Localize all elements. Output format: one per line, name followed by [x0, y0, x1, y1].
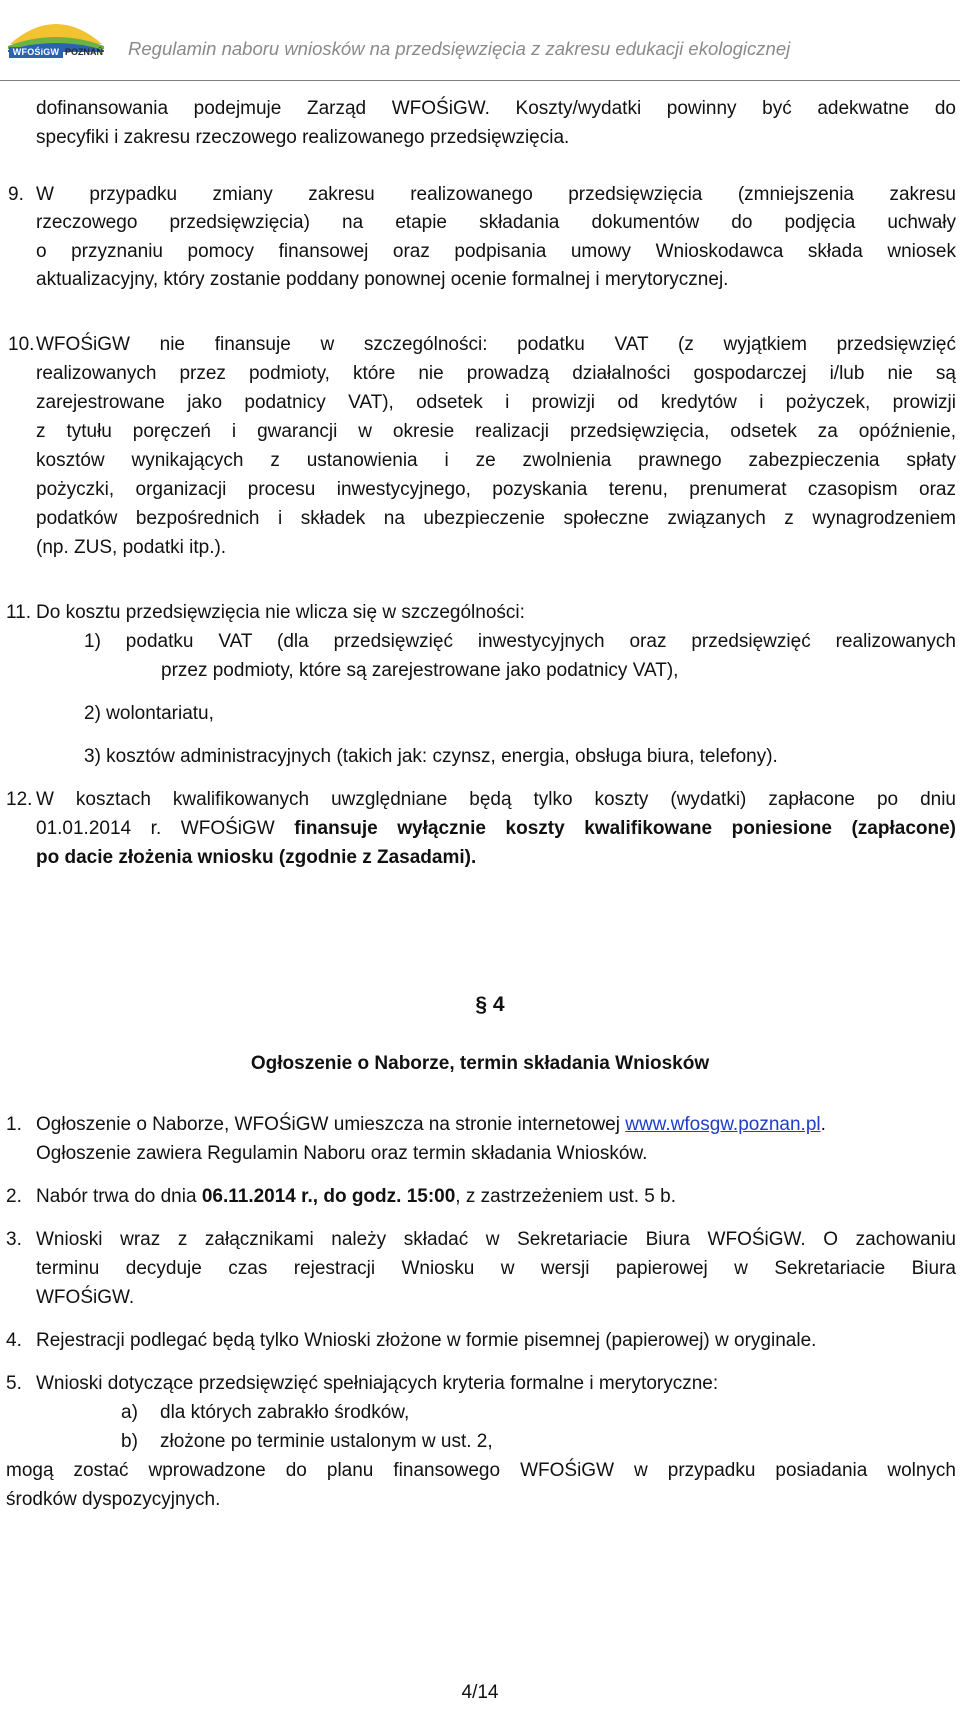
s4-item2-pre: Nabór trwa do dnia	[36, 1186, 202, 1207]
document-title: Regulamin naboru wniosków na przedsięwzięcia z zakresu edukacji ekologicznej	[128, 38, 791, 59]
header-divider	[0, 80, 960, 81]
item10-line1: WFOŚiGW nie finansuje w szczególności: podatku VAT (z wyjątkiem przedsięwzięć	[36, 334, 956, 355]
item9-line4: aktualizacyjny, który zostanie poddany ponownej ocenie formalnej i merytorycznej.	[36, 269, 729, 290]
s4-item3-number: 3.	[6, 1229, 22, 1250]
s4-item3-line3: WFOŚiGW.	[36, 1287, 135, 1308]
item11-sub2: 2) wolontariatu,	[84, 703, 214, 724]
s4-item2-deadline: 06.11.2014 r., do godz. 15:00	[201, 1186, 456, 1207]
item11-sub1-line1: 1) podatku VAT (dla przedsięwzięć inwestycyjnych oraz przedsięwzięć realizowanych	[84, 631, 956, 652]
s4-item2-number: 2.	[6, 1186, 22, 1207]
s4-item2-text	[36, 1187, 676, 1207]
logo-label: WFOŚiGW	[9, 47, 63, 58]
website-link[interactable]: www.wfosgw.poznan.pl	[625, 1114, 821, 1135]
s4-item2-post: , z zastrzeżeniem ust. 5 b.	[455, 1186, 676, 1207]
para-cont-line1: dofinansowania podejmuje Zarząd WFOŚiGW. Koszty/wydatki powinny być adekwatne do	[36, 98, 956, 119]
item12-line3: po dacie złożenia wniosku (zgodnie z Zasadami).	[36, 847, 477, 868]
s4-item5-lead: Wnioski dotyczące przedsięwzięć spełniających kryteria formalne i merytoryczne:	[36, 1373, 719, 1394]
s4-item1-line1-dot: .	[820, 1114, 826, 1135]
section-symbol: § 4	[475, 993, 505, 1016]
s4-item1-number: 1.	[6, 1114, 22, 1135]
item11-sub1-line2: przez podmioty, które są zarejestrowane jako podatnicy VAT),	[161, 660, 679, 681]
s4-item1-line1-text: Ogłoszenie o Naborze, WFOŚiGW umieszcza na stronie internetowej	[36, 1114, 626, 1135]
s4-item5-tail-line1: mogą zostać wprowadzone do planu finansowego WFOŚiGW w przypadku posiadania wolnych	[6, 1460, 956, 1481]
item10-line6: pożyczki, organizacji procesu inwestycyjnego, pozyskania terenu, prenumerat czasopism oraz	[36, 479, 956, 500]
page-header	[0, 0, 960, 84]
item11-lead: Do kosztu przedsięwzięcia nie wlicza się w szczególności:	[36, 602, 525, 623]
item9-line3: o przyznaniu pomocy finansowej oraz podpisania umowy Wnioskodawca składa wniosek	[36, 241, 956, 262]
wfosigw-logo	[6, 6, 106, 68]
s4-item1-line2: Ogłoszenie zawiera Regulamin Naboru oraz termin składania Wniosków.	[36, 1143, 648, 1164]
item9-line1: W przypadku zmiany zakresu realizowanego przedsięwzięcia (zmniejszenia zakresu	[36, 184, 956, 205]
s4-item1-line1	[36, 1115, 826, 1135]
item10-line2: realizowanych przez podmioty, które nie prowadzą działalności gospodarczej i/lub nie są	[36, 363, 956, 384]
s4-item5-b-text: złożone po terminie ustalonym w ust. 2,	[160, 1431, 493, 1452]
item10-line4: z tytułu poręczeń i gwarancji w okresie realizacji przedsięwzięcia, odsetek za opóźnienie,	[36, 421, 956, 442]
s4-item3-line2: terminu decyduje czas rejestracji Wniosku w wersji papierowej w Sekretariacie Biura	[36, 1258, 956, 1279]
item11-sub3: 3) kosztów administracyjnych (takich jak: czynsz, energia, obsługa biura, telefony).	[84, 746, 778, 767]
item12-line2-plain: 01.01.2014 r. WFOŚiGW	[36, 818, 295, 839]
s4-item5-b-label: b)	[121, 1431, 138, 1452]
para-cont-line2: specyfiki i zakresu rzeczowego realizowanego przedsięwzięcia.	[36, 127, 570, 148]
item9-line2: rzeczowego przedsięwzięcia) na etapie składania dokumentów do podjęcia uchwały	[36, 212, 956, 233]
s4-item4-text: Rejestracji podlegać będą tylko Wnioski złożone w formie pisemnej (papierowej) w oryginale.	[36, 1330, 817, 1351]
s4-item5-number: 5.	[6, 1373, 22, 1394]
item10-line7: podatków bezpośrednich i składek na ubezpieczenie społeczne związanych z wynagrodzeniem	[36, 508, 956, 529]
s4-item3-line1: Wnioski wraz z załącznikami należy składać w Sekretariacie Biura WFOŚiGW. O zachowaniu	[36, 1229, 956, 1250]
logo-city-label: POZNAŃ	[65, 47, 103, 57]
item10-number: 10.	[8, 334, 35, 355]
page-number: 4/14	[461, 1682, 499, 1703]
item10-line8: (np. ZUS, podatki itp.).	[36, 537, 227, 558]
item10-line5: kosztów wynikających z ustanowienia i ze zwolnienia prawnego zabezpieczenia spłaty	[36, 450, 956, 471]
section-heading: Ogłoszenie o Naborze, termin składania Wniosków	[250, 1053, 710, 1074]
item10-line3: zarejestrowane jako podatnicy VAT), odsetek i prowizji od kredytów i pożyczek, prowizji	[36, 392, 956, 413]
item12-line2-bold: finansuje wyłącznie koszty kwalifikowane poniesione (zapłacone)	[294, 818, 956, 839]
item12-line2	[36, 819, 956, 839]
item12-line1: W kosztach kwalifikowanych uwzględniane będą tylko koszty (wydatki) zapłacone po dniu	[36, 789, 956, 810]
item12-number: 12.	[6, 789, 33, 810]
s4-item4-number: 4.	[6, 1330, 22, 1351]
s4-item5-a-label: a)	[121, 1402, 138, 1423]
s4-item5-tail-line2: środków dyspozycyjnych.	[6, 1489, 221, 1510]
s4-item5-a-text: dla których zabrakło środków,	[160, 1402, 410, 1423]
item9-number: 9.	[8, 184, 24, 205]
item11-number: 11.	[6, 602, 32, 623]
